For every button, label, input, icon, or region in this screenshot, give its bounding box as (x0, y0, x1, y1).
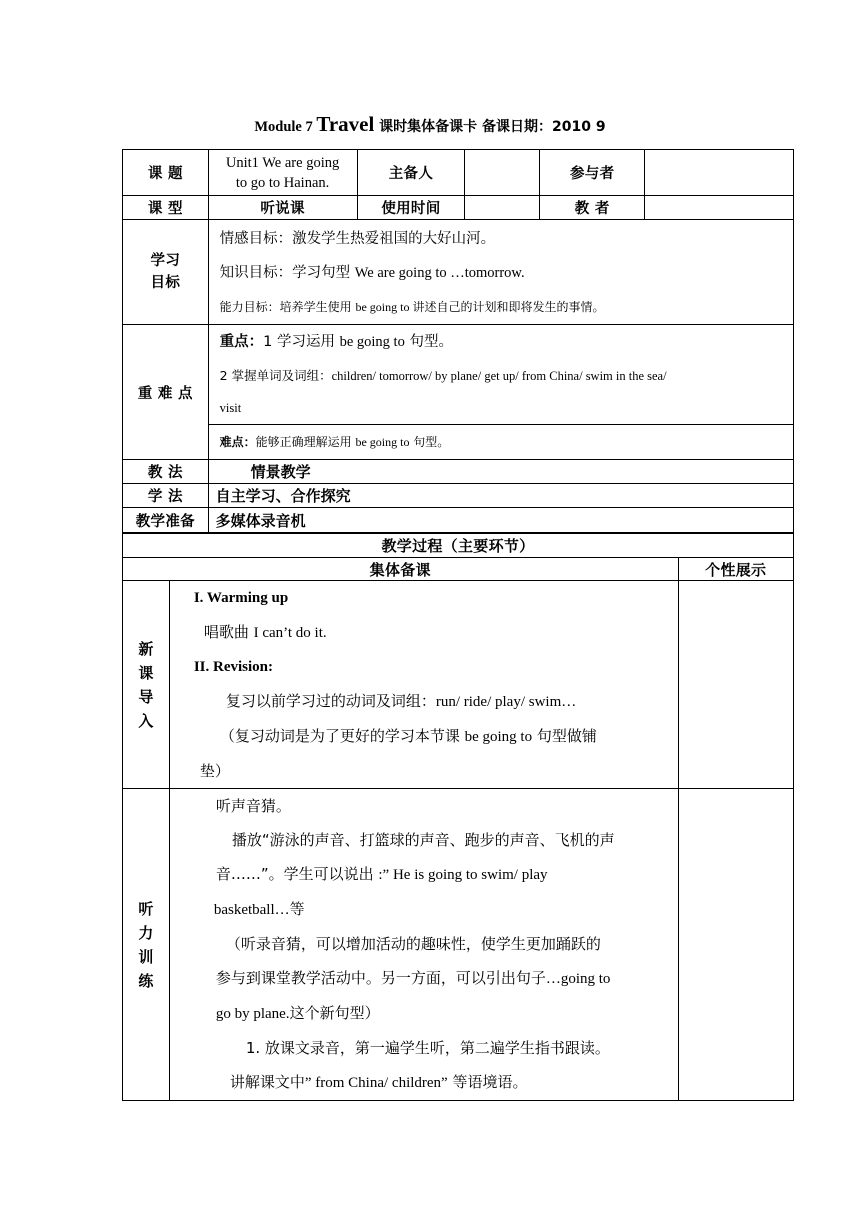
section2-personal-cell (678, 789, 794, 1101)
prep-label: 教学准备 (123, 508, 209, 534)
key-point-1 (209, 325, 793, 359)
review-en: run/ ride/ play/ swim… (435, 694, 577, 710)
personal-header: 个性展示 (678, 558, 794, 581)
section-listening-label (123, 789, 170, 1101)
review-line (170, 684, 678, 719)
l3-cn: 音……”。学生可以说出 (215, 865, 379, 883)
prep-text: 多媒体录音机 (215, 512, 306, 530)
listen-line-7 (170, 996, 678, 1031)
review-cn: 复习以前学习过的动词及词组： (225, 692, 436, 710)
section-listening-content (169, 789, 678, 1101)
process-table (122, 532, 794, 1101)
participant-label: 参与者 (540, 150, 645, 196)
learn-method-label: 学 法 (123, 484, 209, 508)
l9-cn: 讲解课文中 (229, 1073, 305, 1091)
process-title: 教学过程（主要环节） (123, 533, 794, 558)
song-cn: 唱歌曲 (203, 623, 254, 641)
l4-en: basketball… (213, 902, 290, 918)
label-char: 课 (138, 663, 154, 682)
type-value: 听说课 (208, 196, 357, 220)
teach-method-text: 情景教学 (250, 463, 311, 481)
section-new-lesson-label (123, 581, 170, 789)
time-value (465, 196, 540, 220)
teach-method-value (208, 460, 793, 484)
page-title (0, 112, 860, 137)
diff-head: 难点： (219, 434, 256, 449)
l7-en: go by plane. (215, 1006, 290, 1022)
label-char: 入 (138, 711, 154, 730)
note-b: 句型做铺 (532, 727, 597, 745)
label-char: 训 (138, 947, 154, 966)
topic-value (208, 150, 357, 196)
item2-en: children/ tomorrow/ by plane/ get up/ from China/ swim in the sea/ (331, 369, 667, 383)
section1-personal-cell (678, 581, 794, 789)
song-line (170, 615, 678, 650)
label-char: 导 (138, 687, 154, 706)
item2-a: 2 掌握单词及词组： (219, 368, 332, 383)
goals-label-1: 学习 (150, 253, 181, 269)
preparer-label: 主备人 (357, 150, 465, 196)
l4-cn: 等 (289, 900, 305, 918)
ability-goal (209, 290, 793, 324)
title-suffix: 课时集体备课卡 备课日期：2010 9 (374, 119, 606, 135)
topic-line-1: Unit1 We are going (225, 154, 340, 171)
listen-line-5: （听录音猜，可以增加活动的趣味性，使学生更加踊跃的 (225, 935, 601, 953)
section-new-lesson-content (169, 581, 678, 789)
label-char: 力 (138, 923, 154, 942)
warming-up-heading: I. Warming up (193, 590, 289, 606)
key-point-2-cont (209, 393, 793, 423)
l9-en: ” from China/ children” (304, 1075, 448, 1091)
l6-cn: 参与到课堂教学活动中。另一方面，可以引出句子 (215, 969, 546, 987)
diff-a: 能够正确理解运用 (255, 434, 356, 449)
note-a: （复习动词是为了更好的学习本节课 (219, 727, 465, 745)
listen-line-9 (170, 1065, 678, 1100)
keypoints-content (208, 325, 793, 425)
topic-line-2: to go to Hainan. (235, 174, 330, 191)
l9-cn2: 等语境语。 (447, 1073, 528, 1091)
listen-line-4 (170, 892, 678, 927)
keypoints-label: 重 难 点 (123, 325, 209, 460)
type-label: 课 型 (123, 196, 209, 220)
title-prefix: Module 7 (254, 119, 317, 135)
goals-content (208, 220, 793, 325)
diff-en: be going to (355, 434, 410, 449)
song-en: I can’t do it. (253, 625, 327, 641)
teach-method-label: 教 法 (123, 460, 209, 484)
note-en: be going to (464, 729, 533, 745)
knowledge-goal (209, 256, 793, 290)
difficulty-line (209, 426, 793, 459)
key-text-b: 句型。 (404, 334, 453, 350)
difficulty-content (208, 425, 793, 460)
ability-a: 能力目标：培养学生使用 (219, 300, 356, 314)
emotion-goal: 情感目标：激发学生热爱祖国的大好山河。 (219, 231, 496, 247)
group-prep-header: 集体备课 (123, 558, 679, 581)
listen-line-6 (170, 961, 678, 996)
l7-cn: 这个新句型） (289, 1004, 380, 1022)
label-char: 练 (138, 971, 154, 990)
l6-en: …going to (545, 971, 611, 987)
goals-label-2: 目标 (150, 275, 181, 291)
prep-value (208, 508, 793, 534)
teacher-value (645, 196, 794, 220)
learn-method-value (208, 484, 793, 508)
key-point-2 (209, 359, 793, 393)
time-label: 使用时间 (357, 196, 465, 220)
listen-line-1: 听声音猜。 (215, 797, 291, 815)
listen-line-2: 播放“游泳的声音、打篮球的声音、跑步的声音、飞机的声 (231, 831, 615, 849)
learn-method-text: 自主学习、合作探究 (215, 487, 351, 505)
listen-line-3 (170, 857, 678, 892)
goals-label (123, 220, 209, 325)
key-head: 重点： (219, 334, 264, 350)
preparer-value (465, 150, 540, 196)
diff-b: 句型。 (409, 434, 450, 449)
note-line-cont: 垫） (199, 762, 230, 780)
lesson-info-table (122, 149, 794, 534)
title-travel: Travel (316, 112, 375, 136)
knowledge-en: We are going to …tomorrow. (354, 265, 525, 281)
note-line (170, 719, 678, 754)
label-char: 听 (138, 899, 154, 918)
label-char: 新 (138, 639, 154, 658)
ability-en: be going to (355, 300, 413, 314)
revision-heading: II. Revision: (193, 659, 274, 675)
listen-line-8: 1. 放课文录音，第一遍学生听，第二遍学生指书跟读。 (245, 1039, 610, 1057)
key-text-en: be going to (339, 334, 405, 350)
topic-label: 课 题 (123, 150, 209, 196)
teacher-label: 教 者 (540, 196, 645, 220)
knowledge-cn: 知识目标：学习句型 (219, 265, 355, 281)
ability-b: 讲述自己的计划和即将发生的事情。 (412, 300, 605, 314)
key-text-a: 1 学习运用 (263, 334, 340, 350)
participant-value (645, 150, 794, 196)
l3-en: :” He is going to swim/ play (378, 867, 548, 883)
item2-cont: visit (219, 401, 242, 415)
